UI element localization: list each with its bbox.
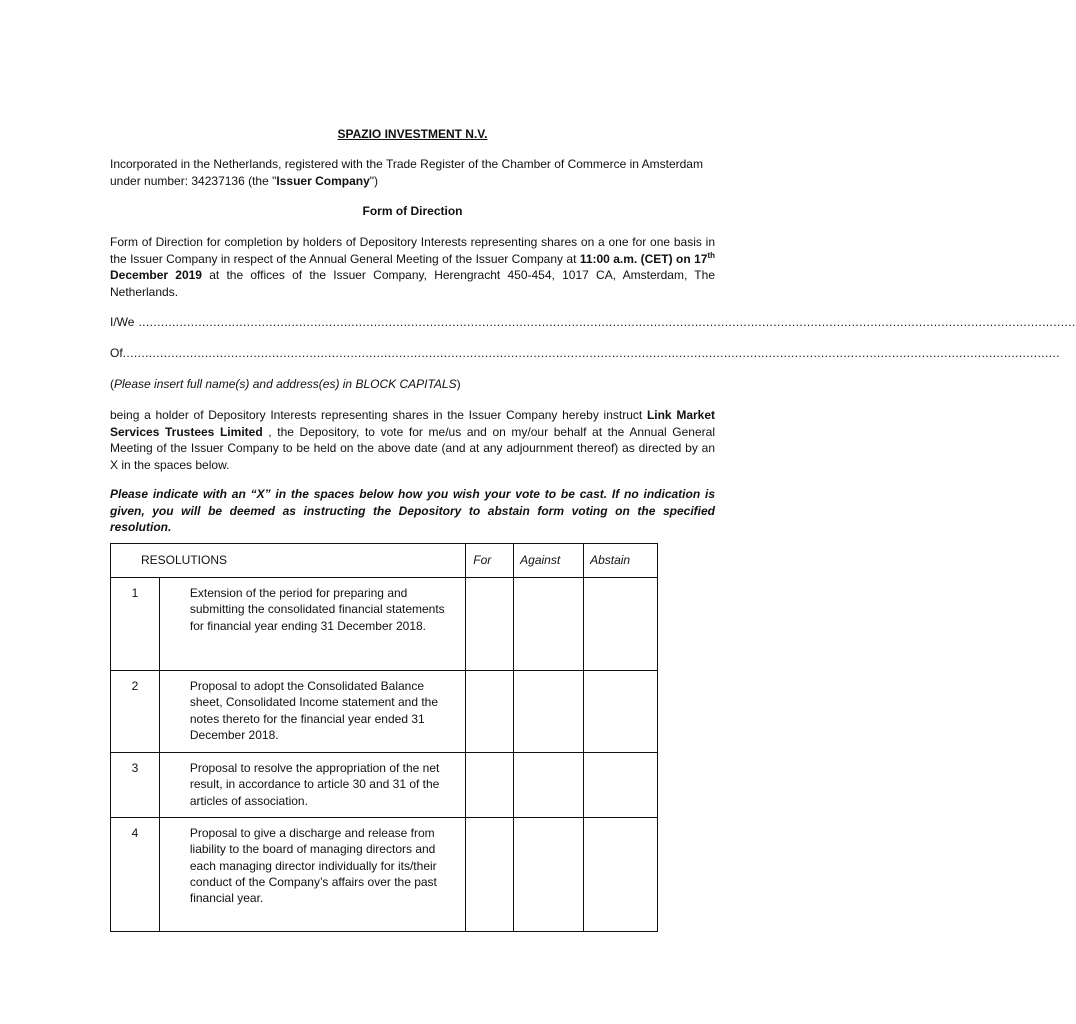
holder-paragraph — [110, 407, 715, 473]
note-close-paren: ) — [456, 377, 461, 391]
resolutions-table — [110, 543, 658, 932]
header-abstain: Abstain — [584, 544, 658, 578]
vote-against-cell[interactable] — [514, 671, 584, 753]
note-open-paren: ( — [110, 377, 114, 391]
resolution-text: Proposal to give a discharge and release from liability to the board of managing directors and each managing director individually for its/their conduct of the Company’s affairs over the past financial year. — [159, 818, 465, 932]
header-resolutions: RESOLUTIONS — [111, 544, 466, 578]
meeting-time: 11:00 a.m. (CET) on 17 — [579, 251, 708, 266]
vote-abstain-cell[interactable] — [584, 753, 658, 818]
table-row — [111, 753, 658, 818]
intro-paragraph — [110, 234, 715, 300]
vote-abstain-cell[interactable] — [584, 818, 658, 932]
holder-text-end: , the Depository, to vote for me/us and on my/our behalf at the Annual General Meeting of the Issuer Company to be held on the above date (and at any adjournment thereof) as directed by an X in the spaces below. — [110, 424, 715, 472]
vote-for-cell[interactable] — [466, 578, 514, 671]
vote-for-cell[interactable] — [466, 753, 514, 818]
depository-name: Link Market Services Trustees Limited — [110, 408, 716, 439]
vote-abstain-cell[interactable] — [584, 671, 658, 753]
intro-text: Form of Direction for completion by holders of Depository Interests representing shares on a one for one basis in the Issuer Company in respect of the Annual General Meeting of the Issuer Company at — [110, 235, 715, 266]
vote-against-cell[interactable] — [514, 578, 584, 671]
table-row — [111, 578, 658, 671]
table-row — [111, 671, 658, 753]
resolution-number: 2 — [111, 671, 160, 753]
resolution-number: 1 — [111, 578, 160, 671]
vote-for-cell[interactable] — [466, 671, 514, 753]
of-label: Of — [110, 346, 123, 360]
issuer-company-term: Issuer Company — [276, 173, 370, 188]
holder-text: being a holder of Depository Interests representing shares in the Issuer Company hereby instruct — [110, 408, 647, 422]
header-against: Against — [514, 544, 584, 578]
meeting-date: December 2019 — [110, 268, 202, 282]
resolution-number: 4 — [111, 818, 160, 932]
vote-abstain-cell[interactable] — [584, 578, 658, 671]
block-capitals-note — [110, 376, 715, 393]
voting-instruction: Please indicate with an “X” in the spaces below how you wish your vote to be cast. If no indication is given, you will be deemed as instructing the Depository to abstain form voting on the specified resolution. — [110, 487, 715, 534]
company-title: SPAZIO INVESTMENT N.V. — [337, 127, 488, 141]
vote-for-cell[interactable] — [466, 818, 514, 932]
incorporation-text: Incorporated in the Netherlands, registered with the Trade Register of the Chamber of Commerce in Amsterdam under number: 34237136 (the " — [110, 157, 703, 188]
header-for: For — [466, 544, 514, 578]
note-text: Please insert full name(s) and address(es) in BLOCK CAPITALS — [114, 377, 457, 391]
of-field[interactable] — [110, 345, 1060, 362]
vote-against-cell[interactable] — [514, 818, 584, 932]
iwe-dotted-line[interactable]: ........................................................................................................................................................................................................................................................... — [138, 315, 1076, 329]
resolution-text: Proposal to resolve the appropriation of the net result, in accordance to article 30 and 31 of the articles of association. — [159, 753, 465, 818]
table-row — [111, 818, 658, 932]
resolution-number: 3 — [111, 753, 160, 818]
table-header-row — [111, 544, 658, 578]
intro-text-end: at the offices of the Issuer Company, Herengracht 450-454, 1017 CA, Amsterdam, The Netherlands. — [110, 268, 715, 299]
incorporation-end: ") — [369, 173, 379, 188]
iwe-field[interactable] — [110, 314, 1076, 331]
form-title: Form of Direction — [362, 204, 463, 218]
iwe-label: I/We — [110, 315, 135, 329]
resolution-text: Proposal to adopt the Consolidated Balance sheet, Consolidated Income statement and the notes thereto for the financial year ended 31 December 2018. — [159, 671, 465, 753]
resolution-text: Extension of the period for preparing and submitting the consolidated financial statements for financial year ending 31 December 2018. — [159, 578, 465, 671]
of-dotted-line[interactable]: ........................................................................................................................................................................................................................................................... — [122, 346, 1060, 360]
vote-against-cell[interactable] — [514, 753, 584, 818]
ordinal-suffix: th — [707, 250, 715, 260]
incorporation-paragraph — [110, 156, 715, 189]
